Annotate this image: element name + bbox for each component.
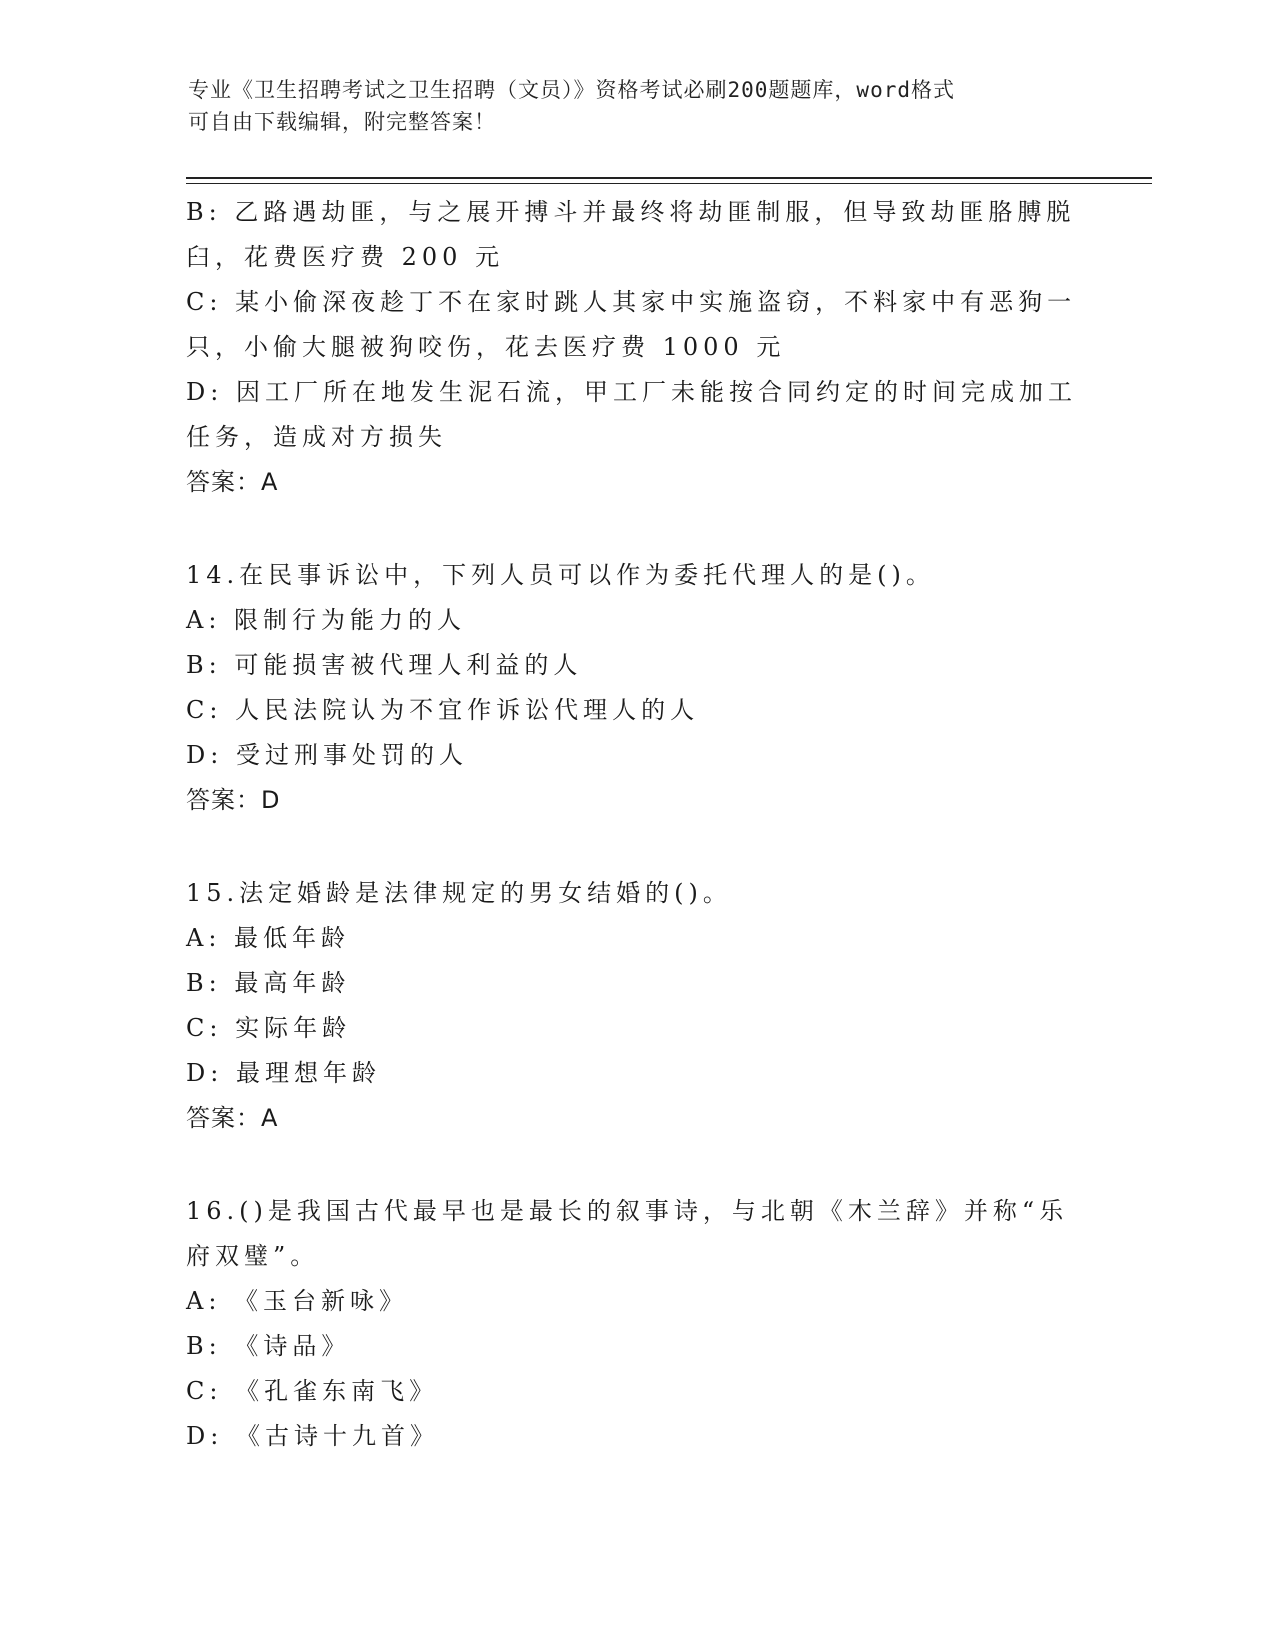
question-14 [186,553,1086,823]
option-c-line-1: C: 某小偷深夜趁丁不在家时跳人其家中实施盗窃，不料家中有恶狗一 [186,288,1077,316]
option-d: D: 最理想年龄 [186,1059,381,1087]
option-b: B: 可能损害被代理人利益的人 [186,651,583,679]
option-a: A: 《玉台新咏》 [186,1287,409,1315]
question-content [186,190,1086,1459]
spacer [186,1141,1086,1189]
spacer [186,505,1086,553]
question-16-text-line-2: 府双璧”。 [186,1242,320,1270]
question-15 [186,871,1086,1141]
answer-13: 答案：A [186,468,279,496]
option-c: C: 《孔雀东南飞》 [186,1377,439,1405]
option-b-line-2: 臼，花费医疗费 200 元 [186,243,505,271]
question-16-text-line-1: 16.()是我国古代最早也是最长的叙事诗，与北朝《木兰辞》并称“乐 [186,1197,1069,1225]
question-16 [186,1189,1086,1459]
option-c: C: 实际年龄 [186,1014,352,1042]
option-a: A: 最低年龄 [186,924,351,952]
header-title-line-2: 可自由下载编辑，附完整答案！ [188,110,496,134]
question-14-text: 14.在民事诉讼中，下列人员可以作为委托代理人的是()。 [186,561,935,589]
option-d-line-1: D: 因工厂所在地发生泥石流，甲工厂未能按合同约定的时间完成加工 [186,378,1077,406]
option-b: B: 最高年龄 [186,969,351,997]
question-15-text: 15.法定婚龄是法律规定的男女结婚的()。 [186,879,732,907]
header-divider-thin [186,183,1152,184]
question-13-continued [186,190,1086,505]
option-d: D: 《古诗十九首》 [186,1422,439,1450]
option-d: D: 受过刑事处罚的人 [186,741,468,769]
header-title-line-1: 专业《卫生招聘考试之卫生招聘（文员）》资格考试必刷200题题库，word格式 [188,78,955,102]
option-b-line-1: B: 乙路遇劫匪，与之展开搏斗并最终将劫匪制服，但导致劫匪胳膊脱 [186,198,1076,226]
option-a: A: 限制行为能力的人 [186,606,467,634]
option-c: C: 人民法院认为不宜作诉讼代理人的人 [186,696,700,724]
option-d-line-2: 任务，造成对方损失 [186,423,447,451]
answer-15: 答案：A [186,1104,279,1132]
option-c-line-2: 只，小偷大腿被狗咬伤，花去医疗费 1000 元 [186,333,786,361]
answer-14: 答案：D [186,786,281,814]
spacer [186,823,1086,871]
header-divider-thick [186,177,1152,179]
option-b: B: 《诗品》 [186,1332,351,1360]
document-header [188,74,1068,138]
